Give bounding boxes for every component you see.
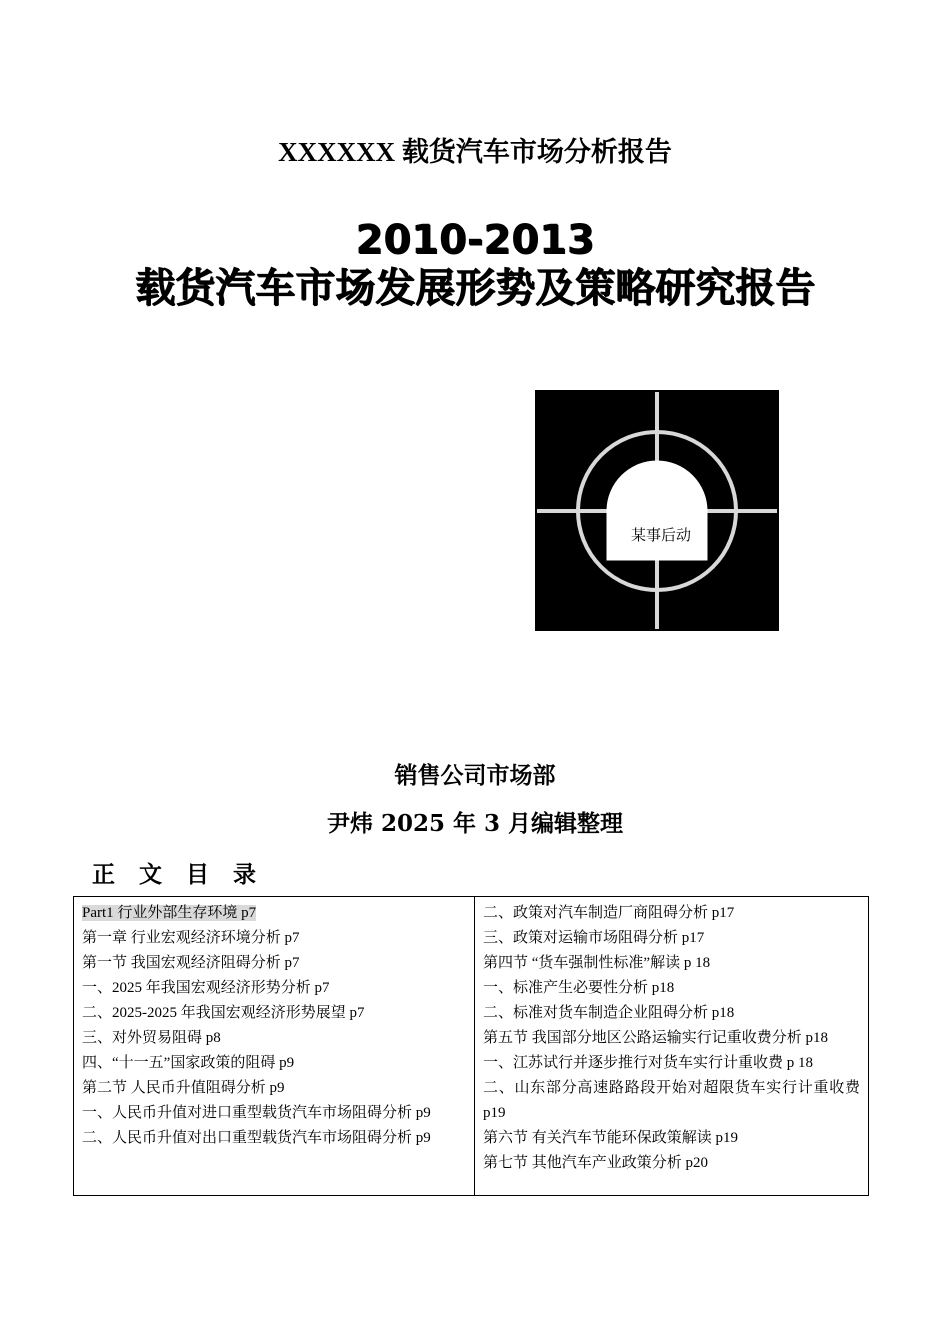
toc-entry[interactable]: 一、标准产生必要性分析 p18: [483, 980, 675, 996]
toc-entry[interactable]: 第五节 我国部分地区公路运输实行记重收费分析 p18: [483, 1030, 829, 1046]
author-line: 尹炜 2025 年 3 月编辑整理: [326, 810, 624, 837]
toc-entry[interactable]: 二、2025-2025 年我国宏观经济形势展望 p7: [82, 1005, 365, 1021]
toc-entry[interactable]: 第一节 我国宏观经济阻碍分析 p7: [82, 955, 300, 971]
toc-entry-highlighted[interactable]: Part1 行业外部生存环境 p7: [82, 905, 257, 921]
report-title: [0, 216, 950, 312]
toc-left-column: [74, 897, 475, 1195]
title-years: 2010-2013: [355, 217, 595, 263]
toc-entry[interactable]: 第二节 人民币升值阻碍分析 p9: [82, 1080, 285, 1096]
toc-entry[interactable]: 第七节 其他汽车产业政策分析 p20: [483, 1155, 709, 1171]
toc-entry[interactable]: 三、政策对运输市场阻碍分析 p17: [483, 930, 705, 946]
toc-entry[interactable]: 二、标准对货车制造企业阻碍分析 p18: [483, 1005, 735, 1021]
toc-entry[interactable]: 第四节 “货车强制性标准”解读 p 18: [483, 955, 711, 971]
toc-entry[interactable]: 二、山东部分高速路路段开始对超限货车实行计重收费 p19: [483, 1080, 860, 1121]
toc-table: [73, 896, 869, 1196]
toc-entry[interactable]: 一、江苏试行并逐步推行对货车实行计重收费 p 18: [483, 1055, 814, 1071]
toc-entry[interactable]: 第一章 行业宏观经济环境分析 p7: [82, 930, 300, 946]
report-subtitle: XXXXXX 载货汽车市场分析报告: [278, 137, 672, 167]
toc-entry[interactable]: 三、对外贸易阻碍 p8: [82, 1030, 221, 1046]
toc-entry[interactable]: 二、政策对汽车制造厂商阻碍分析 p17: [483, 905, 735, 921]
toc-entry: [82, 901, 466, 926]
toc-heading: 正 文 目 录: [92, 862, 265, 888]
toc-entry[interactable]: 一、2025 年我国宏观经济形势分析 p7: [82, 980, 330, 996]
logo-label: 某事后动: [630, 526, 691, 544]
toc-right-column: [475, 897, 868, 1195]
toc-entry[interactable]: 第六节 有关汽车节能环保政策解读 p19: [483, 1130, 739, 1146]
crosshair-icon: [535, 390, 779, 631]
department-name: 销售公司市场部: [394, 762, 556, 789]
title-main: 载货汽车市场发展形势及策略研究报告: [135, 265, 815, 311]
toc-entry[interactable]: 一、人民币升值对进口重型载货汽车市场阻碍分析 p9: [82, 1105, 431, 1121]
toc-entry[interactable]: 四、“十一五”国家政策的阻碍 p9: [82, 1055, 295, 1071]
crosshair-logo: [535, 390, 779, 631]
toc-entry[interactable]: 二、人民币升值对出口重型载货汽车市场阻碍分析 p9: [82, 1130, 431, 1146]
